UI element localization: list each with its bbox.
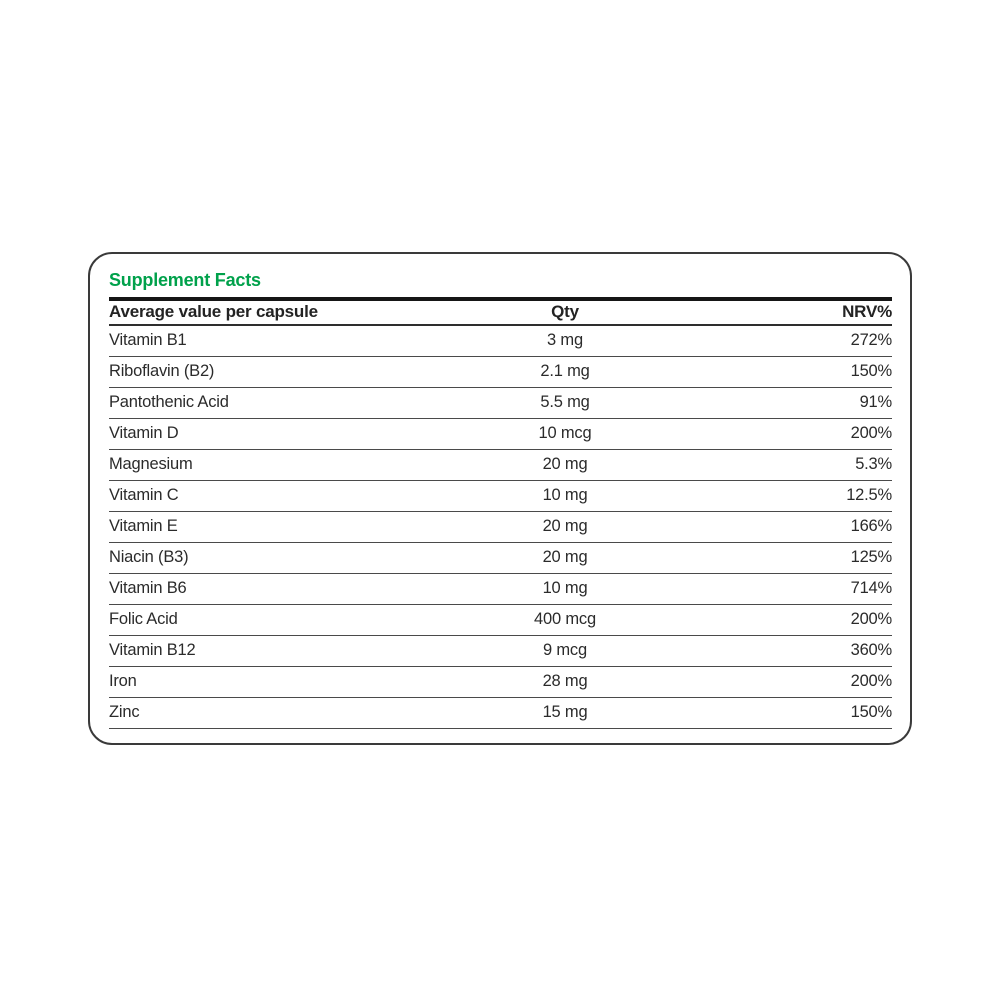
- nutrient-name: Vitamin C: [109, 486, 179, 504]
- nutrient-nrv: 5.3%: [855, 455, 892, 473]
- table-row: [109, 481, 892, 512]
- nutrient-nrv: 12.5%: [846, 486, 892, 504]
- card-title: Supplement Facts: [109, 270, 261, 290]
- nutrient-qty: 2.1 mg: [540, 362, 590, 380]
- nutrient-nrv: 200%: [850, 610, 892, 628]
- nutrient-nrv: 200%: [850, 424, 892, 442]
- table-body: [109, 326, 892, 729]
- nutrient-qty: 3 mg: [547, 331, 583, 349]
- nutrient-name: Magnesium: [109, 455, 193, 473]
- nutrient-name: Pantothenic Acid: [109, 393, 229, 411]
- table-row: [109, 388, 892, 419]
- nutrient-nrv: 125%: [850, 548, 892, 566]
- nutrient-nrv: 272%: [850, 331, 892, 349]
- column-header-qty: Qty: [551, 302, 579, 321]
- table-row: [109, 512, 892, 543]
- table-row: [109, 574, 892, 605]
- nutrient-qty: 10 mg: [542, 486, 588, 504]
- nutrient-name: Zinc: [109, 703, 140, 721]
- nutrient-qty: 15 mg: [542, 703, 588, 721]
- nutrient-name: Vitamin B6: [109, 579, 187, 597]
- nutrient-name: Iron: [109, 672, 137, 690]
- nutrient-qty: 28 mg: [542, 672, 588, 690]
- nutrient-qty: 20 mg: [542, 548, 588, 566]
- nutrient-nrv: 200%: [850, 672, 892, 690]
- table-row: [109, 326, 892, 357]
- nutrient-nrv: 150%: [850, 703, 892, 721]
- nutrient-name: Riboflavin (B2): [109, 362, 215, 380]
- nutrient-name: Vitamin B12: [109, 641, 196, 659]
- nutrient-name: Folic Acid: [109, 610, 178, 628]
- table-row: [109, 667, 892, 698]
- table-row: [109, 605, 892, 636]
- nutrient-nrv: 166%: [850, 517, 892, 535]
- column-header-name: Average value per capsule: [109, 302, 318, 321]
- table-row: [109, 419, 892, 450]
- nutrient-qty: 20 mg: [542, 517, 588, 535]
- nutrient-nrv: 91%: [859, 393, 892, 411]
- nutrient-qty: 400 mcg: [534, 610, 596, 628]
- nutrient-name: Niacin (B3): [109, 548, 189, 566]
- table-row: [109, 636, 892, 667]
- nutrient-nrv: 714%: [850, 579, 892, 597]
- nutrient-nrv: 360%: [850, 641, 892, 659]
- table-row: [109, 543, 892, 574]
- nutrient-qty: 10 mcg: [538, 424, 592, 442]
- supplement-facts-card: [88, 252, 912, 745]
- nutrient-name: Vitamin E: [109, 517, 178, 535]
- table-row: [109, 698, 892, 729]
- nutrient-qty: 5.5 mg: [540, 393, 590, 411]
- nutrient-name: Vitamin D: [109, 424, 179, 442]
- nutrient-name: Vitamin B1: [109, 331, 187, 349]
- nutrient-qty: 9 mcg: [543, 641, 587, 659]
- table-row: [109, 450, 892, 481]
- nutrient-qty: 20 mg: [542, 455, 588, 473]
- table-header-row: [109, 301, 892, 326]
- nutrient-qty: 10 mg: [542, 579, 588, 597]
- column-header-nrv: NRV%: [842, 302, 892, 321]
- nutrient-nrv: 150%: [850, 362, 892, 380]
- table-row: [109, 357, 892, 388]
